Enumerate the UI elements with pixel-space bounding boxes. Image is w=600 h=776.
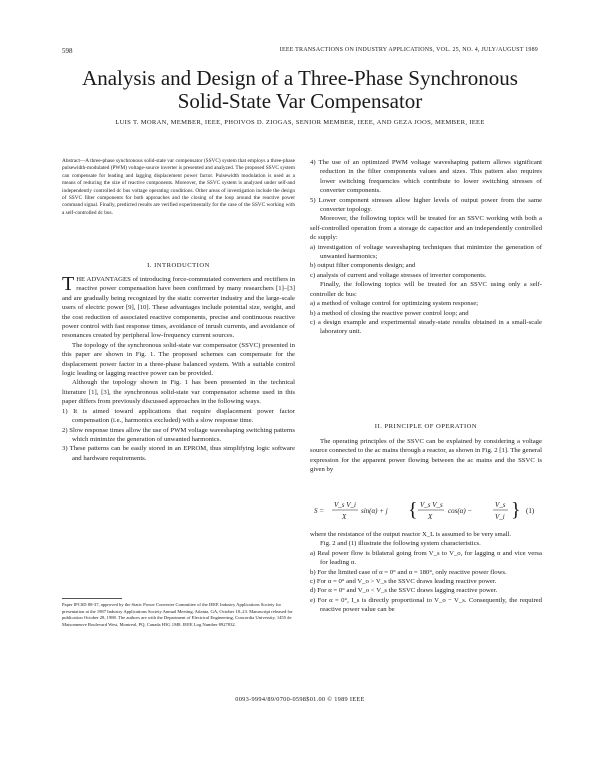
copyright-footer: 0093-9994/89/0700-0598$01.00 © 1989 IEEE: [235, 696, 365, 703]
equation-1: [312, 494, 542, 528]
svg-text:{: {: [408, 499, 418, 521]
list-item: a) investigation of voltage waveshaping techniques that minimize the generation of unwanted harmonics;: [310, 243, 542, 261]
list-item: a) Real power flow is bilateral going from V_s to V_o, for lagging α and vice versa for leading α.: [310, 549, 542, 567]
eq-inner-den: X: [428, 513, 433, 521]
intro-paragraph-1: [62, 275, 295, 341]
eq-sin: sin(α) + j: [361, 507, 388, 515]
footnote-divider: [62, 598, 122, 599]
topics-list-1: [310, 243, 542, 281]
introduction-body: [62, 275, 295, 463]
eq-frac-num: V_s V_i: [334, 501, 356, 509]
list-item: c) a design example and experimental steady-state results obtained in a small-scale laboratory unit.: [310, 318, 542, 336]
list-item: d) For α = 0° and V_o < V_s the SSVC draws lagging reactive power.: [310, 587, 498, 595]
operation-body: [310, 530, 542, 615]
list-item: b) For the limited case of α = 0° and α = 180°, only reactive power flows.: [310, 568, 507, 576]
eq-frac-den: X: [342, 513, 347, 521]
intro-paragraph-3: Although the topology shown in Fig. 1 has been presented in the technical literature [1], [3], the synchronous solid-state var compensator scheme used in this paper differs from previously discussed approaches in the following ways.: [62, 379, 295, 406]
list-item: e) For α = 0°, I_s is directly proportional to V_o − V_s. Consequently, the required reactive power value can be: [310, 596, 542, 614]
section-heading-introduction: I. INTRODUCTION: [147, 262, 210, 269]
list-item: 2) Slow response times allow the use of PWM voltage waveshaping switching patterns which minimize the generation of unwanted harmonics.: [62, 426, 295, 443]
eq-lhs: S =: [314, 507, 324, 515]
operation-paragraph-3: Fig. 2 and (1) illustrate the following system characteristics.: [320, 540, 481, 548]
abstract-text: Abstract—A three-phase synchronous solid-state var compensator (SSVC) system that employs a three-phase pulsewidth-modulated (PWM) voltage-source inverter is presented and analyzed. The proposed SSVC system can compensate for leading and lagging displacement power factor. Pulsewidth modulation is used as a means of reducing the size of reactive components. Moreover, the SSVC system is analyzed under self-and independently controlled dc bus voltage operating conditions. Other areas of investigation include the design of SSVC filter components for both approaches and the closing of the loop around the reactive power command signal. Finally, predicted results are verified experimentally for the case of the SSVC working with a self-controlled dc bus.: [62, 158, 295, 216]
abstract: [62, 158, 295, 217]
intro-paragraph-2: The topology of the synchronous solid-state var compensator (SSVC) presented in this paper are shown in Fig. 1. The proposed schemes can compensate for the displacement power factor in a three-phase balanced system. With a suitable control logic leading or lagging reactive power can be provided.: [62, 341, 295, 378]
list-item: b) a method of closing the reactive power control loop; and: [310, 309, 469, 317]
list-item: 3) These patterns can be easily stored in an EPROM, thus simplifying logic software and hardware requirements.: [62, 445, 295, 462]
moreover-paragraph: Moreover, the following topics will be treated for an SSVC working with both a self-controlled operation from a storage dc capacitor and an independently controlled dc supply:: [310, 215, 542, 242]
section-heading-principle-of-operation: II. PRINCIPLE OF OPERATION: [374, 423, 478, 430]
eq-cos: cos(α) −: [448, 507, 473, 515]
list-item: 1) It is aimed toward applications that require displacement power factor compensation (i.e., harmonics excluded) with a slow response time.: [62, 407, 295, 425]
list-item: a) a method of voltage control for optimizing system response;: [310, 300, 479, 308]
list-item: 4) The use of an optimized PWM voltage waveshaping pattern allows significant reduction in the filter components values and sizes. This pattern also requires lower switching frequencies which contribute to lower switching stresses of converter components.: [310, 159, 542, 195]
drop-cap: T: [62, 273, 75, 295]
topics-list-2: [310, 299, 542, 337]
paper-title-line-2: Solid-State Var Compensator: [177, 89, 423, 113]
eq-inner-num: V_s V_s: [420, 501, 443, 509]
eq-last-num: V_s: [495, 501, 506, 509]
footnote: Paper IPCSD 88-37, approved by the Static Power Converter Committee of the IEEE Industry Applications Society for presentation at the 1987 Industry Applications Society Annual Meeting, Atlanta, GA, October 18–23. Manuscript released for publication October 28, 1988. The authors are with the Department of Electrical Engineering, Concordia University, 1455 de Maisonneuve Boulevard West, Montreal, PQ, Canada H3G 1M8. IEEE Log Number 8927832.: [62, 602, 293, 627]
differences-list-continued: [310, 158, 542, 214]
paper-title-line-1: Analysis and Design of a Three-Phase Synchronous: [82, 66, 518, 90]
operation-paragraph-2: where the resistance of the output reactor X_L is assumed to be very small.: [310, 531, 512, 538]
page-number: 598: [62, 47, 73, 55]
operation-paragraph-1: The operating principles of the SSVC can be explained by considering a voltage source connected to the ac mains through a reactor, as shown in Fig. 2 [1]. The general expression for the apparent power flowing between the ac mains and the SSVC is given by: [310, 438, 542, 474]
operation-intro: [310, 437, 542, 475]
intro-paragraph-1-text: HE ADVANTAGES of introducing force-commutated converters and rectifiers in reactive power compensation have been confirmed by many researchers [1]–[3] and are gradually being recognized by the static converter industry and the large-scale users of electric power [9], [10]. These advantages include potential size, weight, and the cost reduction of associated reactive components, precise and continuous reactive power control with fast response times, avoidance of inrush currents, and avoidance of resonances created by peripheral low-frequency current sources.: [62, 276, 295, 340]
right-column-body: [310, 158, 542, 337]
list-item: b) output filter components design; and: [310, 262, 416, 270]
finally-paragraph: Finally, the following topics will be treated for an SSVC using only a self-controller dc bus:: [310, 281, 542, 298]
svg-text:}: }: [511, 499, 521, 521]
list-item: 5) Lower component stresses allow higher levels of output power from the same converter topology.: [310, 196, 542, 214]
running-header: IEEE TRANSACTIONS ON INDUSTRY APPLICATIONS, VOL. 25, NO. 4, JULY/AUGUST 1989: [279, 47, 538, 53]
differences-list: [62, 407, 295, 463]
characteristics-list: [310, 549, 542, 615]
eq-last-den: V_i: [495, 513, 505, 521]
list-item: c) analysis of current and voltage stresses of inverter components.: [310, 271, 487, 279]
eq-number: (1): [526, 507, 535, 515]
author-list: LUIS T. MORAN, MEMBER, IEEE, PHOIVOS D. ZIOGAS, SENIOR MEMBER, IEEE, AND GEZA JOOS, MEMBER, IEEE: [115, 119, 485, 126]
list-item: c) For α = 0° and V_o > V_s the SSVC draws leading reactive power.: [310, 578, 497, 586]
